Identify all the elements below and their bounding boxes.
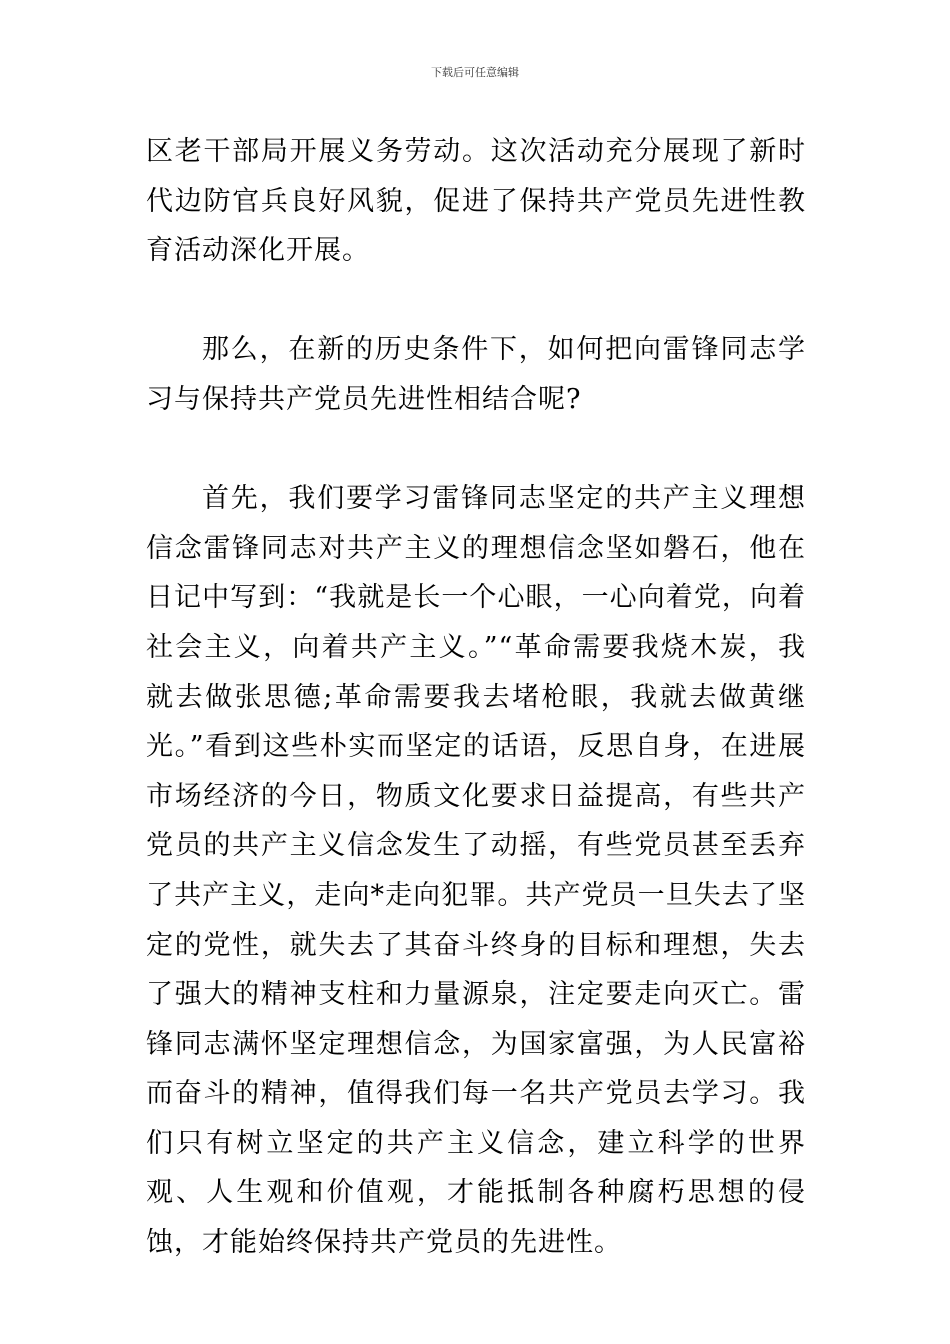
- paragraph-spacer: [146, 425, 806, 475]
- document-body: [146, 127, 806, 1268]
- paragraph-1: 区老干部局开展义务劳动。这次活动充分展现了新时代边防官兵良好风貌，促进了保持共产党员先进性教育活动深化开展。: [146, 136, 806, 267]
- paragraph-3: 首先，我们要学习雷锋同志坚定的共产主义理想信念雷锋同志对共产主义的理想信念坚如磐石，他在日记中写到：“我就是长一个心眼，一心向着党，向着社会主义，向着共产主义。”“革命需要我烧木炭，我就去做张思德;革命需要我去堵枪眼，我就去做黄继光。”看到这些朴实而坚定的话语，反思自身，在进展市场经济的今日，物质文化要求日益提高，有些共产党员的共产主义信念发生了动摇，有些党员甚至丢弃了共产主义，走向*走向犯罪。共产党员一旦失去了坚定的党性，就失去了其奋斗终身的目标和理想，失去了强大的精神支柱和力量源泉，注定要走向灭亡。雷锋同志满怀坚定理想信念，为国家富强，为人民富裕而奋斗的精神，值得我们每一名共产党员去学习。我们只有树立坚定的共产主义信念，建立科学的世界观、人生观和价值观，才能抵制各种腐朽思想的侵蚀，才能始终保持共产党员的先进性。: [146, 483, 806, 1259]
- paragraph-spacer: [146, 276, 806, 326]
- paragraph-2: 那么，在新的历史条件下，如何把向雷锋同志学习与保持共产党员先进性相结合呢?: [146, 334, 806, 415]
- page-header: 下载后可任意编辑: [431, 66, 519, 79]
